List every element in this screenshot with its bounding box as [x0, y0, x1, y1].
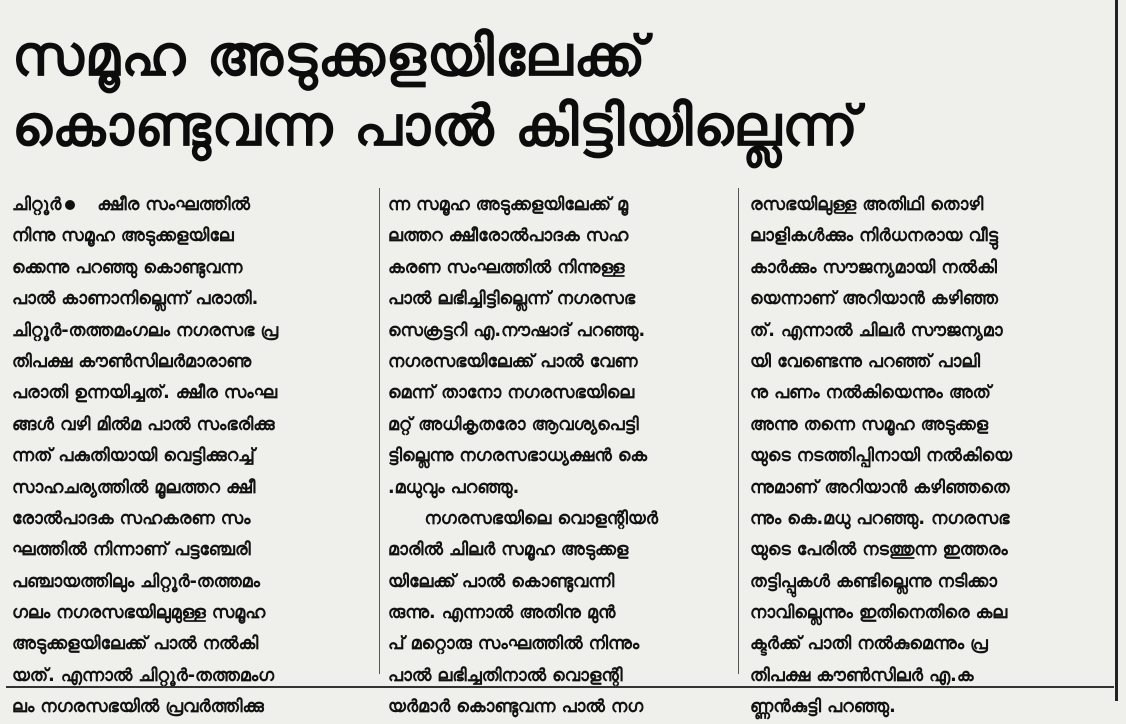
article-line: ത്. എന്നാൽ ചിലർ സൗജന്യമാ: [750, 320, 1003, 341]
article-line: ലാളികൾക്കും നിർധനരായ വീട്ടു: [750, 226, 998, 247]
article-line: ചിറ്റൂർ-തത്തമംഗലം നഗരസഭ പ്ര: [12, 320, 279, 341]
article-line: യെന്നാണ് അറിയാൻ കഴിഞ്ഞ: [750, 289, 998, 310]
article-line: രോൽപാദക സഹകരണ സം: [12, 508, 251, 529]
column-divider: [379, 188, 380, 674]
headline-line-2: കൊണ്ടുവന്ന പാൽ കിട്ടിയില്ലെന്ന്: [12, 94, 859, 159]
article-line: തിപക്ഷ കൗൺസിലർ എ.ക: [750, 665, 974, 686]
article-line: .മധുവും പറഞ്ഞു.: [388, 477, 520, 498]
article-line: ഘത്തിൽ നിന്നാണ് പട്ടഞ്ചേരി: [12, 540, 251, 561]
article-line: യുടെ നടത്തിപ്പിനായി നൽകിയെ: [750, 446, 1013, 467]
article-line: തട്ടിപ്പുകൾ കണ്ടില്ലെന്നു നടിക്കാ: [750, 571, 998, 592]
article-line: യർമാർ കൊണ്ടുവന്ന പാൽ നഗ: [388, 697, 644, 718]
article-line: ന്നും കെ.മധു പറഞ്ഞു. നഗരസഭ: [750, 508, 1010, 529]
article-line: സാഹചര്യത്തിൽ മൂലത്തറ ക്ഷീ: [12, 477, 256, 498]
article-line: ഗലം നഗരസഭയിലുമുള്ള സമൂഹ: [12, 603, 266, 624]
article-line: ന്നുമാണ് അറിയാൻ കഴിഞ്ഞതെ: [750, 477, 1010, 498]
article-line: നാവില്ലെന്നും ഇതിനെതിരെ കല: [750, 603, 1008, 624]
article-line: നിന്നു സമൂഹ അടുക്കളയിലേ: [12, 226, 234, 247]
article-line: നു പണം നൽകിയെന്നും അത്: [750, 383, 991, 404]
bullet-icon: [65, 200, 75, 210]
article-line: പാൽ ലഭിച്ചതിനാൽ വൊളന്റി: [388, 665, 623, 686]
article-line: [12, 190, 370, 221]
dateline: ചിറ്റൂർ: [12, 195, 62, 215]
article-line: യുടെ പേരിൽ നടത്തുന്ന ഇത്തരം: [750, 540, 1008, 561]
article-line: തിപക്ഷ കൗൺസിലർമാരാണു: [12, 351, 252, 372]
article-line: അടുക്കളയിലേക്ക് പാൽ നൽകി: [12, 634, 259, 655]
article-line: ണ്ണൻകുട്ടി പറഞ്ഞു.: [750, 697, 896, 718]
article-line-text: ക്ഷീര സംഘത്തിൽ: [97, 195, 250, 215]
article-line: യി വേണ്ടെന്നു പറഞ്ഞ് പാലി: [750, 351, 981, 372]
article-line: ക്ടർക്ക് പാതി നൽകുമെന്നും പ്ര: [750, 634, 988, 655]
article-line: സെക്രട്ടറി എ.നൗഷാദ് പറഞ്ഞു.: [388, 320, 646, 341]
article-line: ലത്തറ ക്ഷീരോൽപാദക സഹ: [388, 226, 629, 247]
article-line: മാരിൽ ചിലർ സമൂഹ അടുക്കള: [388, 540, 629, 561]
article-line: കാർക്കും സൗജന്യമായി നൽകി: [750, 257, 997, 278]
article-line: രുന്നു. എന്നാൽ അതിനു മുൻ: [388, 603, 616, 624]
article-line: യിലേക്ക് പാൽ കൊണ്ടുവന്നി: [388, 571, 615, 592]
article-line: യത്. എന്നാൽ ചിറ്റൂർ-തത്തമംഗ: [12, 665, 275, 686]
page-edge-rule: [1115, 0, 1118, 701]
article-line: പഞ്ചായത്തിലും ചിറ്റൂർ-തത്തമം: [12, 571, 260, 592]
article-column-3: [750, 190, 1108, 718]
article-line: അന്നു തന്നെ സമൂഹ അടുക്കള: [750, 414, 989, 435]
article-line: പാൽ ലഭിച്ചിട്ടില്ലെന്ന് നഗരസഭ: [388, 289, 636, 310]
article-line: രസഭയിലുള്ള അതിഥി തൊഴി: [750, 195, 984, 215]
article-column-1: [12, 190, 370, 718]
article-line: കരണ സംഘത്തിൽ നിന്നുള്ള: [388, 257, 625, 278]
article-column-2: [388, 190, 726, 718]
article-line: ട്ടില്ലെന്നു നഗരസഭാധ്യക്ഷൻ കെ: [388, 446, 648, 467]
article-line: പാൽ കാണാനില്ലെന്ന് പരാതി.: [12, 289, 259, 310]
article-line: ലം നഗരസഭയിൽ പ്രവർത്തിക്കു: [12, 697, 264, 718]
headline-line-1: സമൂഹ അടുക്കളയിലേക്ക്: [12, 24, 647, 89]
article-line: ങ്ങൾ വഴി മിൽമ പാൽ സംഭരിക്കു: [12, 414, 275, 435]
article-line: ക്കെന്നു പറഞ്ഞു കൊണ്ടുവന്ന: [12, 257, 243, 278]
article-line: പ് മറ്റൊരു സംഘത്തിൽ നിന്നും: [388, 634, 640, 655]
article-line: ന്ന സമൂഹ അടുക്കളയിലേക്ക് മൂ: [388, 195, 629, 215]
column-divider: [738, 188, 739, 674]
article-line: നഗരസഭയിലെ വൊളന്റിയർ: [388, 508, 659, 529]
bottom-rule: [6, 686, 1114, 688]
article-line: മെന്ന് താനോ നഗരസഭയിലെ: [388, 383, 635, 404]
article-line: പരാതി ഉന്നയിച്ചത്. ക്ഷീര സംഘ: [12, 383, 278, 404]
article-line: ന്നത് പകുതിയായി വെട്ടിക്കുറച്ച്: [12, 446, 255, 467]
article-line: നഗരസഭയിലേക്ക് പാൽ വേണ: [388, 351, 638, 372]
article-line: മറ്റ് അധികൃതരോ ആവശ്യപെട്ടി: [388, 414, 639, 435]
